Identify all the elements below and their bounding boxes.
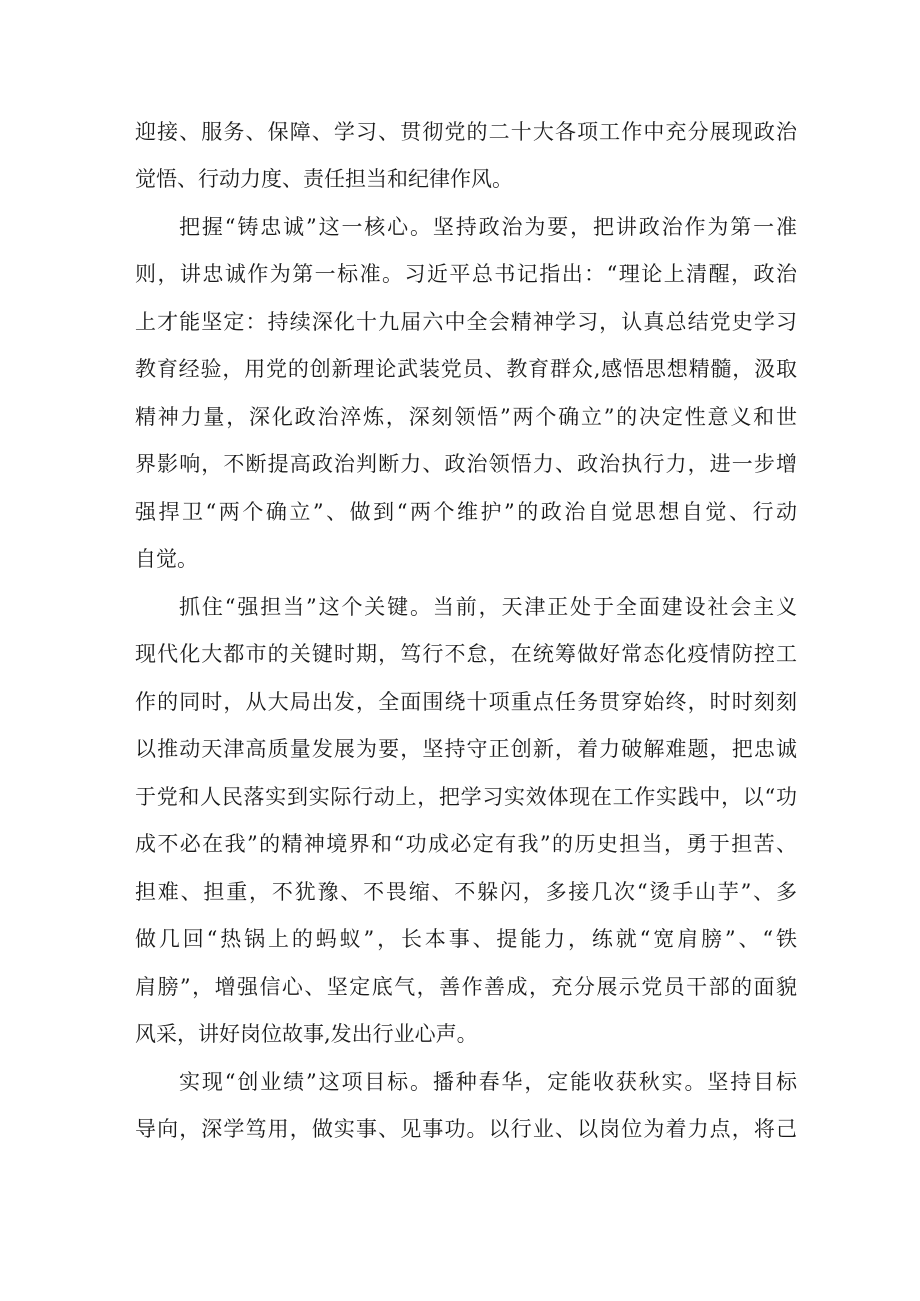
text-line: 觉悟、行动力度、责任担当和纪律作风。 [135, 167, 513, 191]
text-line: 现代化大都市的关键时期，笃行不怠，在统筹做好常态化疫情防控工 [135, 642, 797, 666]
text-line: 则，讲忠诚作为第一标准。习近平总书记指出：“理论上清醒，政治 [135, 262, 797, 286]
text-line: 上才能坚定：持续深化十九届六中全会精神学习，认真总结党史学习 [135, 310, 797, 334]
text-line: 教育经验，用党的创新理论武装党员、教育群众,感悟思想精髓，汲取 [135, 357, 797, 381]
text-line: 作的同时，从大局出发，全面围绕十项重点任务贯穿始终，时时刻刻 [135, 690, 797, 714]
text-line: 以推动天津高质量发展为要，坚持守正创新，着力破解难题，把忠诚 [135, 737, 797, 761]
text-line: 导向，深学笃用，做实事、见事功。以行业、以岗位为着力点，将己 [135, 1117, 797, 1141]
text-line: 担难、担重，不犹豫、不畏缩、不躲闪，多接几次“烫手山芋”、多 [135, 880, 797, 904]
text-line: 迎接、服务、保障、学习、贯彻党的二十大各项工作中充分展现政治 [135, 120, 797, 144]
text-line: 风采，讲好岗位故事,发出行业心声。 [135, 1022, 478, 1046]
text-line: 肩膀”，增强信心、坚定底气，善作善成，充分展示党员干部的面貌 [135, 975, 797, 999]
paragraph-heading-line: 把握“铸忠诚”这一核心。坚持政治为要，把讲政治作为第一准 [179, 215, 797, 239]
text-line: 强捍卫“两个确立”、做到“两个维护”的政治自觉思想自觉、行动 [135, 500, 797, 524]
text-line: 做几回“热锅上的蚂蚁”，长本事、提能力，练就“宽肩膀”、“铁 [135, 927, 797, 951]
text-line: 界影响，不断提高政治判断力、政治领悟力、政治执行力，进一步增 [135, 452, 797, 476]
text-line: 自觉。 [135, 547, 198, 571]
paragraph-heading-line: 实现“创业绩”这项目标。播种春华，定能收获秋实。坚持目标 [179, 1070, 797, 1094]
paragraph-heading-line: 抓住“强担当”这个关键。当前，天津正处于全面建设社会主义 [179, 595, 797, 619]
text-line: 于党和人民落实到实际行动上，把学习实效体现在工作实践中，以“功 [135, 785, 797, 809]
text-line: 成不必在我”的精神境界和“功成必定有我”的历史担当，勇于担苦、 [135, 832, 797, 856]
text-line: 精神力量，深化政治淬炼，深刻领悟”两个确立”的决定性意义和世 [135, 405, 797, 429]
